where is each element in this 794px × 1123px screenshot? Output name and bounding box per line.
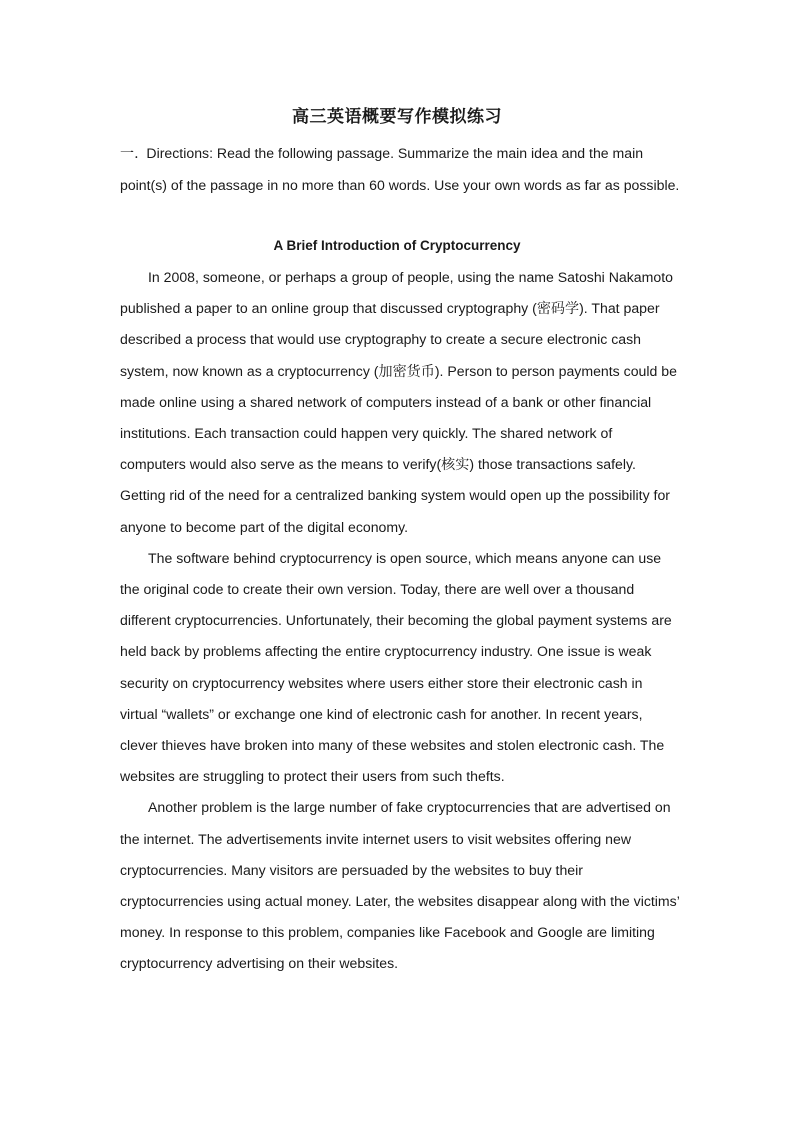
passage-paragraph-1: In 2008, someone, or perhaps a group of people, using the name Satoshi Nakamoto published a paper to an online group that discussed cryptography (密码学). That paper described a process that would use cryptography to create a secure electronic cash system, now known as a cryptocurrency (加密货币). Person to person payments could be made online using a shared network of computers instead of a bank or other financial institutions. Each transaction could happen very quickly. The shared network of computers would also serve as the means to verify(核实) those transactions safely. Getting rid of the need for a centralized banking system would open up the possibility for anyone to become part of the digital economy. — [120, 269, 677, 535]
directions-text: Directions: Read the following passage. Summarize the main idea and the main point(s) of the passage in no more than 60 words. Use your own words as far as possible. — [120, 145, 680, 194]
passage-paragraph-2: The software behind cryptocurrency is open source, which means anyone can use the original code to create their own version. Today, there are well over a thousand different cryptocurrencies. Unfortunately, their becoming the global payment systems are held back by problems affecting the entire cryptocurrency industry. One issue is weak security on cryptocurrency websites where users either store their electronic cash in virtual “wallets” or exchange one kind of electronic cash for another. In recent years, clever thieves have broken into many of these websites and stolen electronic cash. The websites are struggling to protect their users from such thefts. — [120, 549, 672, 785]
passage-title: A Brief Introduction of Cryptocurrency — [273, 238, 521, 253]
passage-paragraph-3: Another problem is the large number of fake cryptocurrencies that are advertised on the internet. The advertisements invite internet users to visit websites offering new cryptocurrencies. Many visitors are persuaded by the websites to buy their cryptocurrencies using actual money. Later, the websites disappear along with the victims’ money. In response to this problem, companies like Facebook and Google are limiting cryptocurrency advertising on their websites. — [120, 799, 680, 972]
passage-body — [120, 262, 680, 980]
section-number: 一. — [120, 146, 139, 162]
page-title: 高三英语概要写作模拟练习 — [292, 107, 502, 127]
directions-block — [120, 138, 680, 201]
